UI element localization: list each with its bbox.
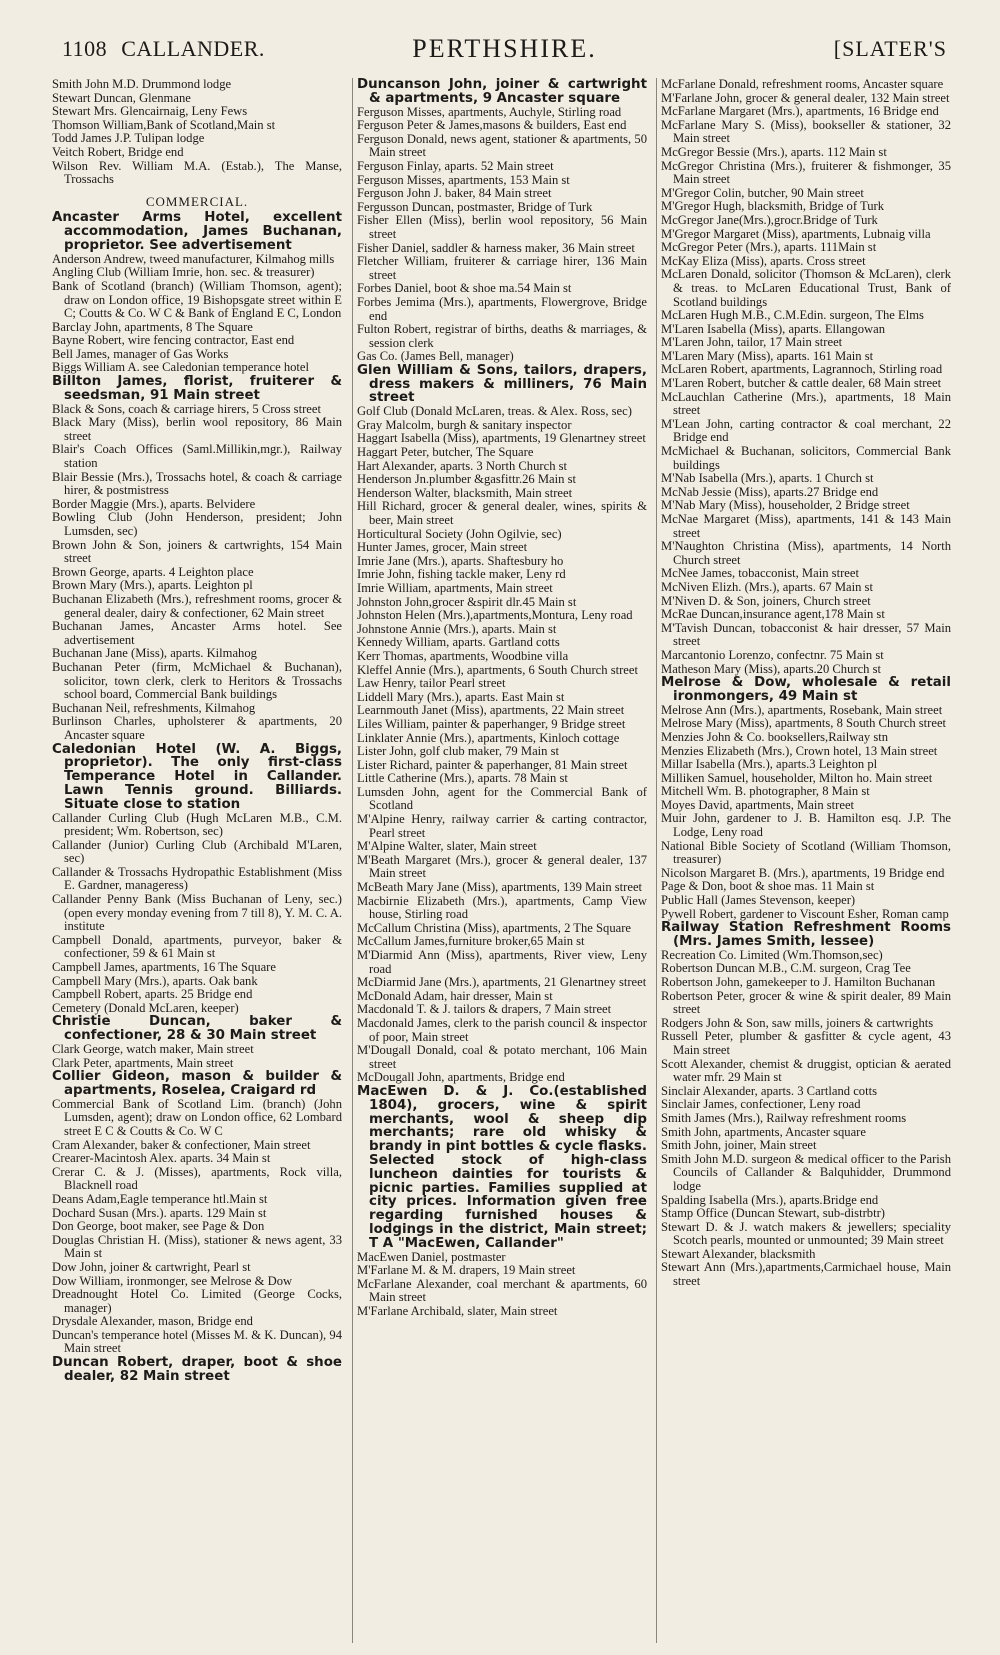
directory-entry: M'Gregor Hugh, blacksmith, Bridge of Turk [661,199,884,214]
directory-entry: Smith James (Mrs.), Railway refreshment rooms [661,1110,907,1125]
directory-entry: Linklater Annie (Mrs.), apartments, Kinloch cottage [357,730,620,745]
directory-entry: Barclay John, apartments, 8 The Square [52,319,253,334]
directory-entry-featured: Duncan Robert, draper, boot & shoe dealer, 82 Main street [52,1355,342,1384]
directory-entry: McBeath Mary Jane (Miss), apartments, 139 Main street [357,880,643,895]
directory-entry: Robertson Peter, grocer & wine & spirit dealer, 89 Main street [661,988,951,1017]
directory-entry: Anderson Andrew, tweed manufacturer, Kilmahog mills [52,251,335,266]
directory-entry: Stewart Alexander, blacksmith [661,1246,816,1261]
directory-entry: McNae Margaret (Miss), apartments, 141 & 143 Main street [661,512,951,540]
directory-entry: Bank of Scotland (branch) (William Thomson, agent); draw on London office, 19 Bishopsgate street within E C; Coutts & Co. W C & Bank of England E C, London [52,278,342,321]
directory-entry: Milliken Samuel, householder, Milton ho. Main street [661,770,933,785]
directory-entry: Robertson John, gamekeeper to J. Hamilton Buchanan [661,975,936,989]
directory-entry: M'Niven D. & Son, joiners, Church street [661,593,871,608]
directory-entry: Millar Isabella (Mrs.), aparts.3 Leighton pl [661,757,878,772]
directory-entry: Matheson Mary (Miss), aparts.20 Church st [661,661,882,676]
directory-entry: M'Gregor Colin, butcher, 90 Main street [661,185,864,200]
directory-entry: Russell Peter, plumber & gasfitter & cycle agent, 43 Main street [661,1029,951,1057]
directory-entry: Drysdale Alexander, mason, Bridge end [52,1314,253,1329]
directory-entry: Forbes Daniel, boot & shoe ma.54 Main st [357,281,572,296]
column-rule [352,78,353,1643]
directory-entry: Biggs William A. see Caledonian temperance hotel [52,360,310,375]
directory-entry: Scott Alexander, chemist & druggist, optician & aerated water mfr. 29 Main st [661,1056,951,1085]
directory-entry: Dochard Susan (Mrs.). aparts. 129 Main st [52,1205,267,1220]
directory-entry: Fergusson Duncan, postmaster, Bridge of Turk [357,199,593,214]
column-3 [661,78,951,1289]
directory-entry: Public Hall (James Stevenson, keeper) [661,893,856,908]
directory-entry-featured: Christie Duncan, baker & confectioner, 28 & 30 Main street [52,1014,342,1044]
directory-entry: Macdonald T. & J. tailors & drapers, 7 Main street [357,1002,612,1017]
directory-entry-featured: Ancaster Arms Hotel, excellent accommodation, James Buchanan, proprietor. See advertisement [52,210,342,253]
directory-entry: Fletcher William, fruiterer & carriage hirer, 136 Main street [357,254,647,282]
directory-entry: Menzies John & Co. booksellers,Railway stn [661,729,889,744]
directory-entry-featured: Billton James, florist, fruiterer & seedsman, 91 Main street [52,374,342,403]
directory-entry: Brown John & Son, joiners & cartwrights, 154 Main street [52,537,342,566]
directory-entry: Black Mary (Miss), berlin wool repository, 86 Main street [52,415,342,443]
directory-entry: Kleffel Annie (Mrs.), apartments, 6 South Church street [357,662,638,677]
directory-entry: McNiven Elizh. (Mrs.), aparts. 67 Main st [661,579,873,594]
directory-entry: Commercial Bank of Scotland Lim. (branch) (John Lumsden, agent); draw on London office, 62 Lombard street E C & Coutts & Co. W C [52,1096,342,1138]
directory-entry: Border Maggie (Mrs.), aparts. Belvidere [52,496,256,511]
directory-entry: M'Tavish Duncan, tobacconist & hair dresser, 57 Main street [661,620,951,649]
directory-entry: Clark George, watch maker, Main street [52,1042,254,1056]
directory-entry: Duncan's temperance hotel (Misses M. & K. Duncan), 94 Main street [52,1327,342,1356]
directory-entry: Crerar C. & J. (Misses), apartments, Rock villa, Blacknell road [52,1164,342,1193]
directory-entry: Fulton Robert, registrar of births, deaths & marriages, & session clerk [357,322,647,350]
directory-entry: Angling Club (William Imrie, hon. sec. & treasurer) [52,265,315,280]
page-number: 1108 [62,36,108,61]
directory-entry: M'Beath Margaret (Mrs.), grocer & general dealer, 137 Main street [357,852,647,881]
directory-entry: Imrie Jane (Mrs.), aparts. Shaftesbury ho [357,553,564,568]
directory-entry: McFarlane Alexander, coal merchant & apartments, 60 Main street [357,1276,647,1305]
directory-entry: Smith John, apartments, Ancaster square [661,1124,866,1139]
directory-entry: Henderson Jn.plumber &gasfittr.26 Main st [357,472,576,487]
directory-entry: McFarlane Donald, refreshment rooms, Ancaster square [661,77,944,91]
directory-entry: McLaren Robert, apartments, Lagrannoch, Stirling road [661,362,943,377]
directory-entry: Veitch Robert, Bridge end [52,144,184,159]
directory-entry: Robertson Duncan M.B., C.M. surgeon, Crag Tee [661,961,911,976]
directory-entry: Henderson Walter, blacksmith, Main street [357,485,573,500]
directory-entry: M'Lean John, carting contractor & coal merchant, 22 Bridge end [661,416,951,445]
directory-entry: Dow William, ironmonger, see Melrose & Dow [52,1273,293,1288]
directory-entry: Campbell Donald, apartments, purveyor, baker & confectioner, 59 & 61 Main st [52,932,342,961]
directory-entry: McGregor Christina (Mrs.), fruiterer & fishmonger, 35 Main street [661,158,951,187]
directory-entry: Dreadnought Hotel Co. Limited (George Cocks, manager) [52,1287,342,1315]
directory-entry: Little Catherine (Mrs.), aparts. 78 Main st [357,771,568,786]
directory-entry: Pywell Robert, gardener to Viscount Esher, Roman camp [661,906,949,921]
directory-entry: M'Nab Isabella (Mrs.), aparts. 1 Church st [661,471,874,486]
directory-entry: McCallum Christina (Miss), apartments, 2 The Square [357,920,631,935]
directory-entry: M'Laren Mary (Miss), aparts. 161 Main st [661,348,874,363]
directory-entry: McNee James, tobacconist, Main street [661,566,859,581]
directory-entry: Muir John, gardener to J. B. Hamilton esq. J.P. The Lodge, Leny road [661,811,951,840]
directory-entry: Lister John, golf club maker, 79 Main st [357,744,560,759]
directory-entry: Kennedy William, aparts. Gartland cotts [357,635,560,650]
directory-entry: Johnston John,grocer &spirit dlr.45 Main st [357,594,577,609]
directory-entry: McDonald Adam, hair dresser, Main st [357,988,553,1003]
directory-entry: Callander (Junior) Curling Club (Archibald M'Laren, sec) [52,837,342,866]
directory-entry: M'Laren John, tailor, 17 Main street [661,335,843,350]
directory-entry: McCallum James,furniture broker,65 Main st [357,934,585,949]
directory-entry-featured: Collier Gideon, mason & builder & apartments, Roselea, Craigard rd [52,1069,342,1098]
directory-entry: Burlinson Charles, upholsterer & apartments, 20 Ancaster square [52,714,342,742]
directory-entry: McLaren Hugh M.B., C.M.Edin. surgeon, The Elms [661,308,924,323]
directory-entry: Learnmouth Janet (Miss), apartments, 22 Main street [357,703,625,718]
directory-entry: M'Alpine Walter, slater, Main street [357,839,537,854]
directory-entry: M'Laren Isabella (Miss), aparts. Ellangowan [661,321,885,336]
directory-entry: Haggart Isabella (Miss), apartments, 19 Glenartney street [357,431,646,446]
directory-entry: Bayne Robert, wire fencing contractor, East end [52,333,295,348]
directory-entry: Liles William, painter & paperhanger, 9 Bridge street [357,716,626,731]
directory-entry: Thomson William,Bank of Scotland,Main st [52,117,276,132]
directory-entry: MacEwen Daniel, postmaster [357,1249,506,1264]
directory-entry: Fisher Ellen (Miss), berlin wool repository, 56 Main street [357,213,647,241]
directory-entry: Bowling Club (John Henderson, president; John Lumsden, sec) [52,510,342,539]
town-heading: CALLANDER. [121,36,265,61]
section-heading: COMMERCIAL. [145,193,249,209]
directory-entry: Cemetery (Donald McLaren, keeper) [52,1000,239,1015]
directory-entry: Fisher Daniel, saddler & harness maker, 36 Main street [357,240,635,255]
directory-entry-featured: Melrose & Dow, wholesale & retail ironmongers, 49 Main st [661,675,951,704]
directory-entry: Imrie John, fishing tackle maker, Leny rd [357,567,566,582]
directory-entry: Johnstone Annie (Mrs.), aparts. Main st [357,621,557,636]
directory-entry: Hunter James, grocer, Main street [357,540,528,555]
directory-entry: Ferguson Finlay, aparts. 52 Main street [357,158,554,173]
directory-entry: M'Nab Mary (Miss), householder, 2 Bridge street [661,498,910,513]
directory-entry: Campbell Robert, aparts. 25 Bridge end [52,987,253,1002]
directory-entry: Dow John, joiner & cartwright, Pearl st [52,1259,251,1274]
directory-entry: Stewart D. & J. watch makers & jewellers; speciality Scotch pearls, mounted or unmounted; 39 Main street [661,1219,951,1248]
directory-entry: Deans Adam,Eagle temperance htl.Main st [52,1191,268,1206]
directory-entry: Brown George, aparts. 4 Leighton place [52,564,254,579]
directory-entry: Forbes Jemima (Mrs.), apartments, Flowergrove, Bridge end [357,294,647,323]
directory-entry: Liddell Mary (Mrs.), aparts. East Main st [357,689,565,704]
directory-entry: Moyes David, apartments, Main street [661,797,855,812]
directory-entry: Smith John M.D. Drummond lodge [52,77,232,91]
directory-entry-featured: Glen William & Sons, tailors, drapers, dress makers & milliners, 76 Main street [357,362,647,406]
directory-entry: Black & Sons, coach & carriage hirers, 5 Cross street [52,401,321,416]
directory-entry: Crearer-Macintosh Alex. aparts. 34 Main st [52,1151,271,1166]
directory-entry: Melrose Ann (Mrs.), apartments, Rosebank, Main street [661,702,943,717]
directory-entry: McKay Eliza (Miss), aparts. Cross street [661,253,866,268]
directory-entry-featured: Duncanson John, joiner & cartwright & apartments, 9 Ancaster square [357,77,647,106]
directory-entry: Buchanan Elizabeth (Mrs.), refreshment rooms, grocer & general dealer, dairy & confectioner, 62 Main street [52,591,342,620]
directory-entry: Ferguson Donald, news agent, stationer & apartments, 50 Main street [357,131,647,160]
directory-entry: Hill Richard, grocer & general dealer, wines, spirits & beer, Main street [357,499,647,528]
directory-entry: Nicolson Margaret B. (Mrs.), apartments, 19 Bridge end [661,865,945,880]
directory-entry: M'Gregor Margaret (Miss), apartments, Lubnaig villa [661,226,931,241]
directory-entry: Gas Co. (James Bell, manager) [357,349,514,364]
directory-entry: Stamp Office (Duncan Stewart, sub-distrbtr) [661,1206,885,1221]
directory-entry: Callander Penny Bank (Miss Buchanan of Leny, sec.) (open every monday evening from 7 till 8), Y. M. C. A. institute [52,892,342,934]
directory-entry: Smith John M.D. surgeon & medical officer to the Parish Councils of Callander & Balquhidder, Drummond lodge [661,1151,951,1193]
directory-entry: McGregor Peter (Mrs.), aparts. 111Main st [661,240,877,255]
directory-entry: Buchanan Peter (firm, McMichael & Buchanan), solicitor, town clerk, clerk to Heritors & Trossachs school board, Commercial Bank buildings [52,659,342,702]
directory-entry: Sinclair James, confectioner, Leny road [661,1097,861,1112]
directory-entry: McLaren Donald, solicitor (Thomson & McLaren), clerk & treas. to McLaren Educational Trust, Bank of Scotland buildings [661,267,951,309]
page-header [62,34,947,64]
directory-entry: Ferguson Peter & James,masons & builders, East end [357,118,627,133]
directory-entry: Callander & Trossachs Hydropathic Establishment (Miss E. Gardner, manageress) [52,864,342,893]
directory-entry: McRae Duncan,insurance agent,178 Main st [661,607,885,622]
directory-entry: M'Farlane John, grocer & general dealer, 132 Main street [661,90,950,105]
county-heading: PERTHSHIRE. [412,34,597,63]
directory-entry: M'Diarmid Ann (Miss), apartments, River view, Leny road [357,948,647,976]
directory-entry: McGregor Bessie (Mrs.), aparts. 112 Main st [661,144,887,159]
directory-entry: McMichael & Buchanan, solicitors, Commercial Bank buildings [661,444,951,472]
directory-entry: National Bible Society of Scotland (William Thomson, treasurer) [661,838,951,867]
directory-entry: M'Laren Robert, butcher & cattle dealer, 68 Main street [661,376,942,391]
directory-entry: Haggart Peter, butcher, The Square [357,445,534,460]
directory-entry: M'Naughton Christina (Miss), apartments, 14 North Church street [661,539,951,567]
directory-entry-featured: MacEwen D. & J. Co.(established 1804), grocers, wine & spirit merchants, wool & sheep dip merchants; rare old whisky & brandy in pint bottles & cycle flasks. Selected stock of high-class luncheon dainties for tourists & picnic parties. Families supplied at city prices. Information given free regarding furnished houses & lodgings in the district, Main street; T A "MacEwen, Callander" [357,1083,647,1251]
directory-entry: McDiarmid Jane (Mrs.), apartments, 21 Glenartney street [357,975,647,990]
directory-entry: Ferguson John J. baker, 84 Main street [357,186,552,201]
directory-entry: Stewart Mrs. Glencairnaig, Leny Fews [52,104,248,119]
column-rule [656,78,657,1643]
directory-entry: Cram Alexander, baker & confectioner, Main street [52,1137,311,1152]
directory-entry: Stewart Duncan, Glenmane [52,90,191,105]
directory-entry: McFarlane Margaret (Mrs.), apartments, 16 Bridge end [661,104,939,119]
directory-entry: Rodgers John & Son, saw mills, joiners & cartwrights [661,1015,934,1030]
column-1 [52,78,342,1384]
directory-entry: M'Farlane Archibald, slater, Main street [357,1303,558,1318]
directory-entry: Blair Bessie (Mrs.), Trossachs hotel, & coach & carriage hirer, & postmistress [52,469,342,498]
directory-entry: Macbirnie Elizabeth (Mrs.), apartments, Camp View house, Stirling road [357,893,647,922]
directory-entry: Clark Peter, apartments, Main street [52,1055,234,1070]
directory-entry: Spalding Isabella (Mrs.), aparts.Bridge end [661,1192,879,1207]
directory-entry: Hart Alexander, aparts. 3 North Church st [357,458,568,473]
directory-entry: Douglas Christian H. (Miss), stationer & news agent, 33 Main st [52,1232,342,1261]
directory-entry: Don George, boot maker, see Page & Don [52,1219,265,1234]
directory-entry: Bell James, manager of Gas Works [52,346,229,361]
directory-entry: Page & Don, boot & shoe mas. 11 Main st [661,879,875,894]
directory-entry: Stewart Ann (Mrs.),apartments,Carmichael house, Main street [661,1260,951,1289]
publisher-mark: [SLATER'S [833,36,947,61]
directory-entry: Blair's Coach Offices (Saml.Millikin,mgr.), Railway station [52,442,342,471]
directory-entry: Lister Richard, painter & paperhanger, 81 Main street [357,757,628,772]
directory-entry: Buchanan Jane (Miss), aparts. Kilmahog [52,646,257,661]
directory-entry: M'Alpine Henry, railway carrier & carting contractor, Pearl street [357,812,647,840]
directory-entry: Melrose Mary (Miss), apartments, 8 South Church street [661,716,947,731]
directory-entry: Horticultural Society (John Ogilvie, sec) [357,526,562,541]
directory-entry: Ferguson Misses, apartments, 153 Main st [357,172,570,187]
directory-entry: Law Henry, tailor Pearl street [357,676,506,691]
directory-entry: Sinclair Alexander, aparts. 3 Cartland cotts [661,1083,877,1098]
directory-entry: Mitchell Wm. B. photographer, 8 Main st [661,784,870,799]
directory-entry: M'Farlane M. & M. drapers, 19 Main street [357,1263,576,1278]
directory-entry: Gray Malcolm, burgh & sanitary inspector [357,417,572,432]
directory-entry: Recreation Co. Limited (Wm.Thomson,sec) [661,947,883,962]
directory-entry: Buchanan James, Ancaster Arms hotel. See advertisement [52,619,342,647]
directory-entry: McGregor Jane(Mrs.),grocr.Bridge of Turk [661,212,878,227]
directory-entry: Campbell James, apartments, 16 The Square [52,960,276,975]
directory-entry: Buchanan Neil, refreshments, Kilmahog [52,700,256,715]
directory-entry: McFarlane Mary S. (Miss), bookseller & stationer, 32 Main street [661,117,951,146]
directory-entry: M'Dougall Donald, coal & potato merchant, 106 Main street [357,1043,647,1071]
directory-entry: Kerr Thomas, apartments, Woodbine villa [357,648,569,663]
directory-entry: McNab Jessie (Miss), aparts.27 Bridge end [661,484,879,499]
directory-entry: McDougall John, apartments, Bridge end [357,1070,565,1085]
directory-entry-featured: Caledonian Hotel (W. A. Biggs, proprietor). The only first-class Temperance Hotel in Callander. Lawn Tennis ground. Billiards. Situate close to station [52,741,342,812]
directory-entry: Callander Curling Club (Hugh McLaren M.B., C.M. president; Wm. Robertson, sec) [52,810,342,839]
directory-entry: McLauchlan Catherine (Mrs.), apartments, 18 Main street [661,389,951,418]
directory-entry-featured: Railway Station Refreshment Rooms (Mrs. James Smith, lessee) [661,920,951,950]
directory-entry: Campbell Mary (Mrs.), aparts. Oak bank [52,973,258,988]
directory-entry: Wilson Rev. William M.A. (Estab.), The Manse, Trossachs [52,158,342,187]
directory-entry: Menzies Elizabeth (Mrs.), Crown hotel, 13 Main street [661,743,938,758]
directory-entry: Marcantonio Lorenzo, confectnr. 75 Main st [661,647,884,662]
directory-entry: Macdonald James, clerk to the parish council & inspector of poor, Main street [357,1015,647,1044]
directory-entry: Todd James J.P. Tulipan lodge [52,131,205,146]
directory-entry: Imrie William, apartments, Main street [357,580,553,595]
directory-entry: Lumsden John, agent for the Commercial Bank of Scotland [357,784,647,813]
directory-entry: Golf Club (Donald McLaren, treas. & Alex. Ross, sec) [357,404,632,419]
directory-entry: Brown Mary (Mrs.), aparts. Leighton pl [52,578,253,593]
directory-entry: Johnston Helen (Mrs.),apartments,Montura, Leny road [357,608,633,623]
directory-entry: Smith John, joiner, Main street [661,1138,817,1153]
column-2 [357,78,647,1318]
directory-entry: Ferguson Misses, apartments, Auchyle, Stirling road [357,104,622,119]
